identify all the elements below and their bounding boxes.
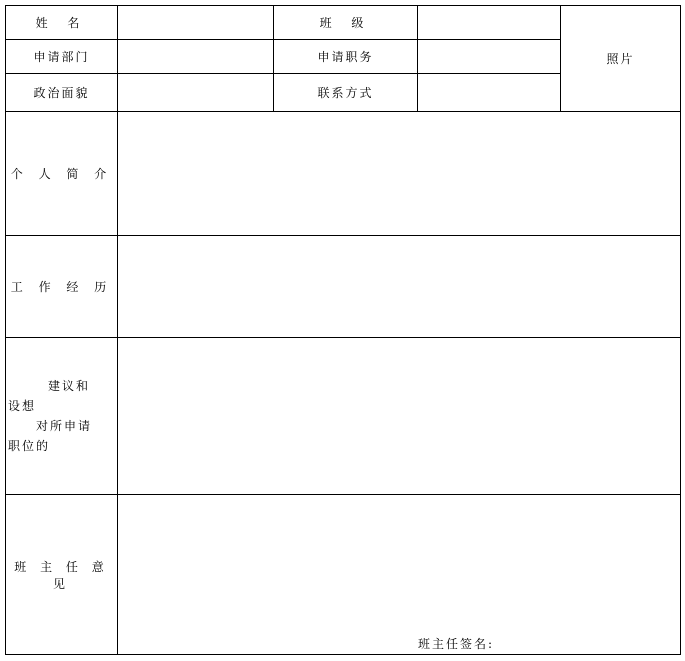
form-row-suggest xyxy=(6,338,681,495)
name-field[interactable] xyxy=(118,6,274,40)
intro-field[interactable] xyxy=(118,112,681,236)
form-row-intro xyxy=(6,112,681,236)
intro-label: 个 人 简 介 xyxy=(6,112,118,236)
photo-label: 照片 xyxy=(606,52,635,66)
class-label: 班 级 xyxy=(274,6,418,40)
class-field[interactable] xyxy=(418,6,561,40)
suggest-line-2: 设想 xyxy=(8,399,37,413)
politics-field[interactable] xyxy=(118,74,274,112)
suggest-line-4: 职位的 xyxy=(8,439,51,453)
contact-label: 联系方式 xyxy=(274,74,418,112)
politics-label: 政治面貌 xyxy=(6,74,118,112)
teacher-opinion-label: 班 主 任 意 见 xyxy=(6,495,118,655)
teacher-signature-label: 班主任签名: xyxy=(418,637,495,651)
form-row-work xyxy=(6,236,681,338)
name-label: 姓 名 xyxy=(6,6,118,40)
suggest-line-1: 建议和 xyxy=(48,379,91,393)
photo-box[interactable] xyxy=(561,6,681,112)
dept-field[interactable] xyxy=(118,40,274,74)
dept-label: 申请部门 xyxy=(6,40,118,74)
form-row-teacher xyxy=(6,495,681,655)
work-label: 工 作 经 历 xyxy=(6,236,118,338)
suggest-line-3: 对所申请 xyxy=(36,419,93,433)
position-label: 申请职务 xyxy=(274,40,418,74)
application-form-table xyxy=(5,5,681,655)
suggest-label xyxy=(6,338,118,495)
teacher-opinion-field[interactable] xyxy=(118,495,681,655)
form-row-name xyxy=(6,6,681,40)
work-field[interactable] xyxy=(118,236,681,338)
position-field[interactable] xyxy=(418,40,561,74)
suggest-field[interactable] xyxy=(118,338,681,495)
contact-field[interactable] xyxy=(418,74,561,112)
